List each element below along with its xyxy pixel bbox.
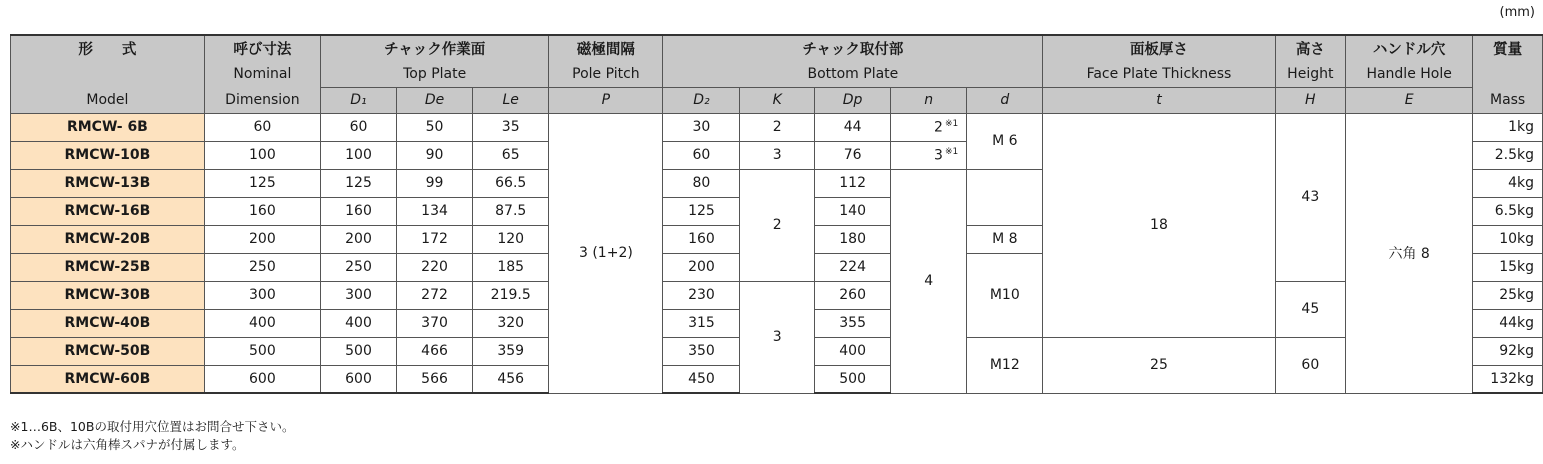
- dp-cell: 140: [815, 197, 891, 225]
- mass-cell: 92kg: [1473, 337, 1543, 365]
- le-cell: 35: [473, 113, 549, 141]
- nominal-cell: 200: [204, 225, 320, 253]
- note-mark: ※1: [944, 118, 959, 129]
- le-cell: 320: [473, 309, 549, 337]
- k-cell: 3: [740, 141, 815, 169]
- nominal-cell: 250: [204, 253, 320, 281]
- mass-cell: 15kg: [1473, 253, 1543, 281]
- d1-cell: 400: [320, 309, 396, 337]
- unit-label: (mm): [1499, 5, 1535, 20]
- footnote-1-text: …6B、10Bの取付用穴位置はお問合せ下さい。: [28, 419, 295, 434]
- d2-cell: 450: [663, 365, 740, 393]
- d1-cell: 500: [320, 337, 396, 365]
- header-height-jp: 高さ: [1275, 35, 1346, 61]
- header-pole-pitch-en: Pole Pitch: [549, 61, 663, 87]
- model-cell: RMCW-13B: [11, 169, 205, 197]
- mass-cell: 44kg: [1473, 309, 1543, 337]
- mass-cell: 10kg: [1473, 225, 1543, 253]
- le-cell: 456: [473, 365, 549, 393]
- footnote-mark: ※1: [10, 419, 29, 434]
- d1-cell: 250: [320, 253, 396, 281]
- dp-cell: 500: [815, 365, 891, 393]
- d1-cell: 300: [320, 281, 396, 309]
- header-sym-t: t: [1043, 87, 1275, 113]
- header-sym-d1: D₁: [320, 87, 396, 113]
- header-bottom-plate-en: Bottom Plate: [663, 61, 1043, 87]
- header-sym-de: De: [397, 87, 473, 113]
- mass-cell: 1kg: [1473, 113, 1543, 141]
- nominal-cell: 600: [204, 365, 320, 393]
- header-handle-jp: ハンドル穴: [1346, 35, 1473, 61]
- d2-cell: 200: [663, 253, 740, 281]
- n-cell: 4: [891, 169, 967, 393]
- header-mass-en: Mass: [1473, 87, 1543, 113]
- mass-cell: 25kg: [1473, 281, 1543, 309]
- k-cell: 3: [740, 281, 815, 393]
- table-body: [11, 113, 1543, 393]
- d1-cell: 60: [320, 113, 396, 141]
- nominal-cell: 60: [204, 113, 320, 141]
- h-cell: 45: [1275, 281, 1346, 337]
- nominal-cell: 500: [204, 337, 320, 365]
- header-sym-dp: Dp: [815, 87, 891, 113]
- t-cell: 18: [1043, 113, 1275, 337]
- dp-cell: 76: [815, 141, 891, 169]
- header-top-plate-jp: チャック作業面: [320, 35, 548, 61]
- le-cell: 120: [473, 225, 549, 253]
- header-mass-jp: 質量: [1473, 35, 1543, 61]
- d2-cell: 125: [663, 197, 740, 225]
- header-sym-n: n: [891, 87, 967, 113]
- dp-cell: 180: [815, 225, 891, 253]
- t-cell: 25: [1043, 337, 1275, 393]
- nominal-cell: 300: [204, 281, 320, 309]
- header-sym-p: P: [549, 87, 663, 113]
- de-cell: 272: [397, 281, 473, 309]
- header-handle-en: Handle Hole: [1346, 61, 1473, 87]
- header-mass-spacer: [1473, 61, 1543, 87]
- le-cell: 87.5: [473, 197, 549, 225]
- header-face-plate-en: Face Plate Thickness: [1043, 61, 1275, 87]
- mass-cell: 4kg: [1473, 169, 1543, 197]
- header-model-jp: 形 式: [11, 35, 205, 61]
- mass-cell: 6.5kg: [1473, 197, 1543, 225]
- d1-cell: 160: [320, 197, 396, 225]
- model-cell: RMCW-20B: [11, 225, 205, 253]
- header-bottom-plate-jp: チャック取付部: [663, 35, 1043, 61]
- d2-cell: 30: [663, 113, 740, 141]
- le-cell: 65: [473, 141, 549, 169]
- d2-cell: 315: [663, 309, 740, 337]
- d1-cell: 200: [320, 225, 396, 253]
- header-sym-d: d: [967, 87, 1043, 113]
- le-cell: 185: [473, 253, 549, 281]
- de-cell: 50: [397, 113, 473, 141]
- le-cell: 219.5: [473, 281, 549, 309]
- header-sym-d2: D₂: [663, 87, 740, 113]
- spec-table: [10, 34, 1543, 394]
- model-cell: RMCW- 6B: [11, 113, 205, 141]
- handle-cell: 六角 8: [1346, 113, 1473, 393]
- footnotes: [10, 418, 294, 454]
- le-cell: 359: [473, 337, 549, 365]
- de-cell: 134: [397, 197, 473, 225]
- d-cell: M12: [967, 337, 1043, 393]
- mass-cell: 132kg: [1473, 365, 1543, 393]
- nominal-cell: 125: [204, 169, 320, 197]
- de-cell: 90: [397, 141, 473, 169]
- k-cell: 2: [740, 113, 815, 141]
- de-cell: 99: [397, 169, 473, 197]
- header-nominal-en: Nominal: [204, 61, 320, 87]
- header-sym-le: Le: [473, 87, 549, 113]
- header-top-plate-en: Top Plate: [320, 61, 548, 87]
- dp-cell: 260: [815, 281, 891, 309]
- table-row: [11, 113, 1543, 141]
- d2-cell: 230: [663, 281, 740, 309]
- dp-cell: 355: [815, 309, 891, 337]
- dp-cell: 224: [815, 253, 891, 281]
- header-nominal-jp: 呼び寸法: [204, 35, 320, 61]
- note-mark: ※1: [944, 146, 959, 157]
- de-cell: 220: [397, 253, 473, 281]
- header-height-en: Height: [1275, 61, 1346, 87]
- nominal-cell: 160: [204, 197, 320, 225]
- d1-cell: 100: [320, 141, 396, 169]
- le-cell: 66.5: [473, 169, 549, 197]
- model-cell: RMCW-50B: [11, 337, 205, 365]
- header-model-en: Model: [11, 87, 205, 113]
- header-sym-h: H: [1275, 87, 1346, 113]
- header-sym-k: K: [740, 87, 815, 113]
- footnote-1: [10, 418, 294, 436]
- n-cell: 2 $^{※1}$: [891, 113, 967, 141]
- d2-cell: 350: [663, 337, 740, 365]
- k-cell: 2: [740, 169, 815, 281]
- d-cell: M10: [967, 253, 1043, 337]
- model-cell: RMCW-25B: [11, 253, 205, 281]
- nominal-cell: 100: [204, 141, 320, 169]
- d1-cell: 600: [320, 365, 396, 393]
- d-cell: M 8: [967, 225, 1043, 253]
- model-cell: RMCW-30B: [11, 281, 205, 309]
- model-cell: RMCW-60B: [11, 365, 205, 393]
- d1-cell: 125: [320, 169, 396, 197]
- mass-cell: 2.5kg: [1473, 141, 1543, 169]
- header-pole-pitch-jp: 磁極間隔: [549, 35, 663, 61]
- header-sym-e: E: [1346, 87, 1473, 113]
- header-model-spacer: [11, 61, 205, 87]
- footnote-2: ※ハンドルは六角棒スパナが付属します。: [10, 437, 245, 452]
- d-cell-blank: [967, 169, 1043, 225]
- h-cell: 43: [1275, 113, 1346, 281]
- de-cell: 370: [397, 309, 473, 337]
- dp-cell: 112: [815, 169, 891, 197]
- dp-cell: 400: [815, 337, 891, 365]
- pole-pitch-cell: 3 (1+2): [549, 113, 663, 393]
- de-cell: 172: [397, 225, 473, 253]
- table-header: [11, 35, 1543, 113]
- n-cell: 3 $^{※1}$: [891, 141, 967, 169]
- h-cell: 60: [1275, 337, 1346, 393]
- header-dimension-en: Dimension: [204, 87, 320, 113]
- d2-cell: 160: [663, 225, 740, 253]
- table-row: [11, 281, 1543, 309]
- model-cell: RMCW-40B: [11, 309, 205, 337]
- dp-cell: 44: [815, 113, 891, 141]
- header-face-plate-jp: 面板厚さ: [1043, 35, 1275, 61]
- d2-cell: 60: [663, 141, 740, 169]
- model-cell: RMCW-16B: [11, 197, 205, 225]
- model-cell: RMCW-10B: [11, 141, 205, 169]
- d-cell: M 6: [967, 113, 1043, 169]
- nominal-cell: 400: [204, 309, 320, 337]
- de-cell: 466: [397, 337, 473, 365]
- de-cell: 566: [397, 365, 473, 393]
- d2-cell: 80: [663, 169, 740, 197]
